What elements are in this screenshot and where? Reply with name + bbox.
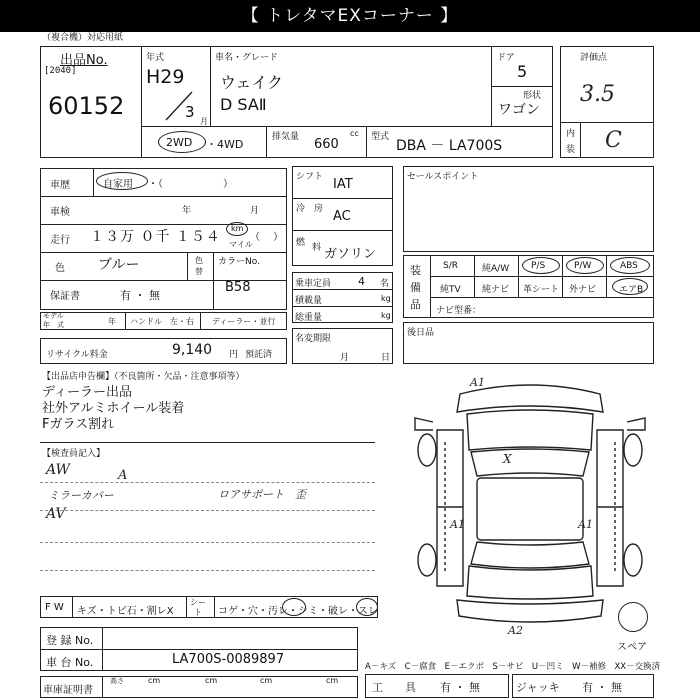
inspector-a: A — [118, 468, 128, 483]
model-year-dealer: ディーラー・並行 — [212, 317, 276, 326]
type-label: 型式 — [371, 132, 390, 142]
interior-label-1: 内 — [566, 129, 576, 139]
shift-value: IAT — [333, 177, 353, 192]
name-change-label: 名変期限 — [295, 334, 332, 344]
drive-4wd: ・4WD — [206, 138, 244, 151]
banner-title: 【 トレタマEXコーナー 】 — [0, 0, 700, 32]
body-type-value: ワゴン — [498, 102, 540, 118]
lot-number: 60152 — [48, 92, 125, 120]
damage-items: キズ・トビ石・割レX — [77, 606, 174, 617]
tools-value: 有 ・ 無 — [440, 681, 480, 694]
displacement-value: 660 — [314, 137, 339, 152]
inspection-month: 月 — [250, 206, 260, 216]
equip-pw: P/W — [574, 261, 592, 271]
name-change-day: 日 — [381, 353, 391, 363]
damage-mark-1 — [282, 598, 306, 616]
mileage-value: １３万 ０千 １５４ — [90, 229, 221, 245]
spare-tire-icon — [618, 602, 648, 632]
load-label: 積載量 — [295, 296, 323, 306]
gross-unit: kg — [381, 311, 391, 320]
displacement-label: 排気量 — [272, 132, 300, 142]
after-parts-label: 後日品 — [407, 328, 435, 338]
name-change-month: 月 — [340, 353, 350, 363]
year-month-unit: 月 — [200, 117, 208, 126]
cert-cm-4: cm — [326, 676, 339, 685]
history-label: 車歴 — [50, 180, 70, 191]
score-label: 評価点 — [580, 53, 608, 63]
color-label: 色 — [55, 263, 65, 274]
equip-airbag: エアB — [619, 285, 644, 295]
diagram-mark-left: A1 — [450, 518, 465, 531]
damage-mark-2 — [356, 598, 378, 616]
damage-code-legend: A－キズ C－腐食 E－エクボ S－サビ U－凹ミ W－補修 XX－交換済 — [365, 662, 661, 672]
gross-label: 総重量 — [295, 313, 323, 323]
ac-value: AC — [333, 209, 351, 224]
history-value: 自家用 — [103, 179, 133, 190]
fuel-label-1: 燃 — [296, 238, 306, 248]
model-label: 車名・グレード — [215, 53, 279, 63]
load-unit: kg — [381, 294, 391, 303]
diagram-mark-right: A1 — [578, 518, 593, 531]
inspection-year: 年 — [182, 206, 192, 216]
color-code-label: カラーNo. — [218, 257, 260, 267]
recycle-unit: 円 — [229, 350, 239, 360]
year-era: H29 — [146, 66, 185, 88]
shift-label: シフト — [296, 172, 324, 182]
equip-ps: P/S — [531, 261, 546, 271]
chassis-label: 車 台 No. — [46, 656, 94, 669]
interior-value: C — [605, 128, 622, 153]
color-value: ブルー — [98, 257, 140, 273]
equip-sr: S/R — [443, 261, 458, 271]
recycle-note: 預託済 — [245, 350, 273, 360]
year-month: 3 — [185, 103, 195, 121]
model-year-year: 年 — [108, 317, 116, 326]
inspection-label: 車検 — [50, 207, 70, 218]
recycle-label: リサイクル料金 — [46, 350, 108, 360]
registration-label: 登 録 No. — [46, 634, 94, 647]
type-value: DBA － LA700S — [396, 138, 503, 154]
damage-fw: F W — [45, 602, 64, 613]
inspector-av: AV — [46, 506, 66, 522]
chassis-value: LA700S-0089897 — [172, 652, 285, 667]
mileage-km: km — [231, 224, 244, 233]
equip-navi-model: ナビ型番： — [436, 306, 482, 316]
inspector-aw: AW — [46, 462, 70, 478]
equip-abs: ABS — [620, 261, 638, 271]
cert-cm-1: cm — [148, 676, 161, 685]
diagram-mark-rear: A2 — [508, 624, 523, 637]
equip-ext-navi: 外ナビ — [569, 285, 597, 295]
dealer-note-1: ディーラー出品 — [42, 385, 132, 400]
doors-value: 5 — [517, 62, 528, 81]
model-name: ウェイク — [220, 73, 284, 92]
fuel-label-2: 料 — [312, 243, 322, 253]
model-year-handle: ハンドル 左・右 — [130, 317, 194, 326]
diagram-mark-x: X — [503, 452, 512, 466]
fuel-value: ガソリン — [324, 247, 377, 262]
sales-point-label: セールスポイント — [407, 172, 479, 182]
equip-leather: 革シート — [523, 285, 560, 295]
body-type-label: 形状 — [523, 91, 542, 101]
displacement-unit: cc — [350, 129, 359, 138]
equip-alloy: 純A/W — [482, 264, 510, 274]
model-grade: D SAⅡ — [220, 95, 267, 114]
damage-sheet-1: シー — [190, 598, 206, 607]
dealer-note-3: Fガラス割れ — [42, 417, 115, 432]
inspector-mirror: ミラーカバー — [48, 489, 114, 502]
cert-height-1: 高さ — [110, 677, 124, 685]
lot-stamp: [2040] — [44, 66, 77, 76]
ac-label: 冷 房 — [296, 204, 324, 214]
inspector-label: 【検査員記入】 — [42, 449, 106, 459]
car-diagram — [405, 372, 655, 642]
equipment-label-1: 装 — [410, 264, 421, 277]
equipment-label-3: 品 — [410, 298, 421, 311]
model-year-label-1: モデル — [43, 312, 64, 320]
top-note: （複合機）対応用紙 — [42, 33, 124, 43]
capacity-unit: 名 — [380, 279, 390, 289]
equip-navi: 純ナビ — [482, 285, 510, 295]
equip-tv: 純TV — [440, 285, 461, 295]
color-change-1: 色 — [195, 256, 203, 265]
dealer-note-2: 社外アルミホイール装着 — [42, 401, 185, 416]
cert-label: 車庫証明書 — [43, 685, 93, 696]
jack-value: 有 ・ 無 — [582, 681, 622, 694]
damage-items-2: コゲ・穴・汚レ・シミ・破レ・スレ — [218, 606, 378, 617]
color-code: B58 — [225, 280, 251, 295]
cert-cm-2: cm — [205, 676, 218, 685]
damage-sheet-2: ト — [194, 608, 202, 617]
model-year-label-2: 年 式 — [43, 321, 64, 329]
color-change-2: 替 — [195, 267, 203, 276]
diagram-mark-front: A1 — [470, 376, 485, 389]
interior-label-2: 装 — [566, 145, 576, 155]
mileage-label: 走行 — [50, 235, 70, 246]
dealer-notes-label: 【出品店申告欄】（不良箇所・欠品・注意事項等） — [42, 372, 245, 382]
after-parts-box — [403, 322, 654, 364]
spare-label: スペア — [617, 642, 647, 653]
capacity-label: 乗車定員 — [295, 279, 332, 289]
lot-label: 出品No. — [60, 53, 108, 68]
mileage-mile: マイル — [229, 240, 253, 249]
jack-label: ジャッキ — [516, 681, 560, 694]
cert-cm-3: cm — [260, 676, 273, 685]
score-value: 3.5 — [580, 82, 615, 107]
equipment-label-2: 備 — [410, 281, 421, 294]
drive-2wd: 2WD — [166, 136, 193, 149]
recycle-value: 9,140 — [172, 342, 213, 358]
capacity-value: 4 — [358, 275, 365, 288]
year-label: 年式 — [146, 53, 165, 63]
doors-label: ドア — [497, 53, 515, 63]
tools-label: 工 具 — [372, 681, 416, 694]
inspector-lower-support: ロアサポート 歪 — [218, 488, 306, 501]
history-rest: ・（ ） — [148, 179, 233, 190]
warranty-value: 有 ・ 無 — [120, 289, 160, 302]
warranty-label: 保証書 — [50, 291, 80, 302]
